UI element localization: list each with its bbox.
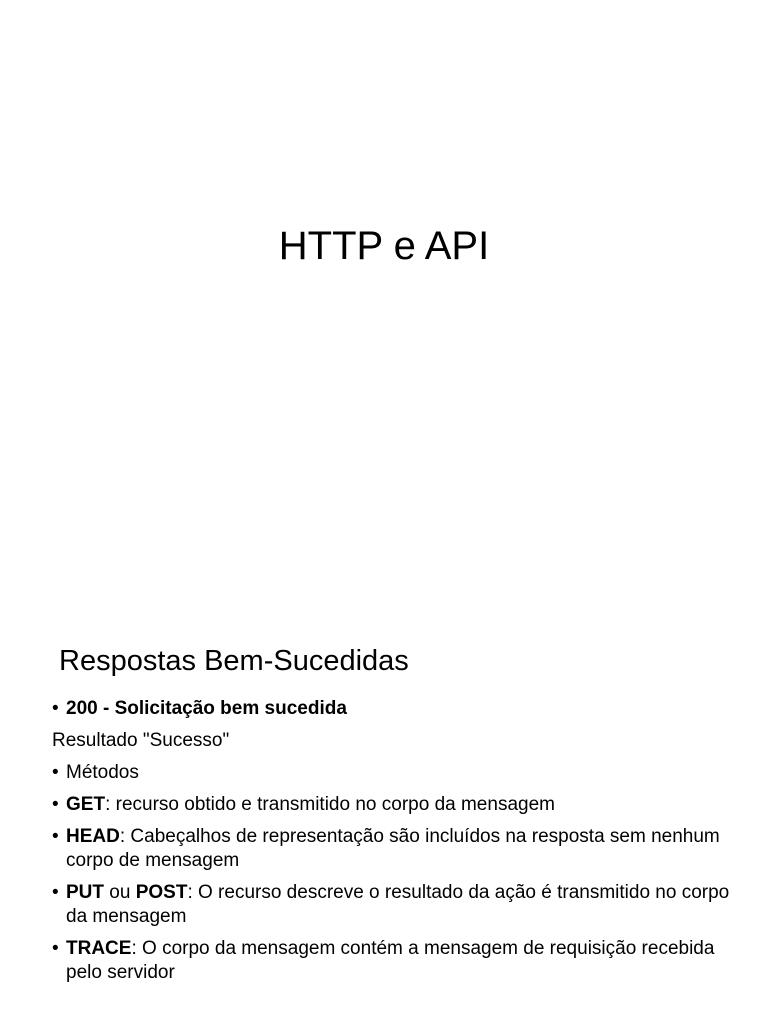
method-connector: ou: [104, 882, 136, 903]
list-item-get: [52, 793, 732, 817]
section-heading: Respostas Bem-Sucedidas: [59, 645, 409, 677]
bullet-marker: •: [52, 826, 59, 847]
method-name-post: POST: [135, 882, 188, 903]
method-name-put: PUT: [66, 882, 104, 903]
method-name-trace: TRACE: [66, 938, 132, 959]
bullet-marker: •: [52, 698, 59, 719]
method-desc-head: : Cabeçalhos de representação são incluídos na resposta sem nenhum corpo de mensagem: [66, 826, 720, 871]
list-item-200: [52, 697, 732, 721]
bullet-marker: •: [52, 882, 59, 903]
bullet-marker: •: [52, 938, 59, 959]
methods-label: Métodos: [66, 762, 139, 783]
method-desc-get: : recurso obtido e transmitido no corpo da mensagem: [105, 794, 555, 815]
list-item-methods: [52, 761, 732, 785]
bullet-marker: •: [52, 762, 59, 783]
status-code-label: 200 - Solicitação bem sucedida: [66, 698, 347, 719]
method-desc-put-post: : O recurso descreve o resultado da ação é transmitido no corpo da mensagem: [66, 882, 730, 927]
bullet-marker: •: [52, 794, 59, 815]
list-item-head: [52, 825, 732, 873]
result-text: Resultado "Sucesso": [52, 730, 230, 751]
method-desc-trace: : O corpo da mensagem contém a mensagem de requisição recebida pelo servidor: [66, 938, 715, 983]
list-item-put-post: [52, 881, 732, 929]
method-name-head: HEAD: [66, 826, 120, 847]
result-line: [52, 729, 732, 753]
method-name-get: GET: [66, 794, 106, 815]
list-item-trace: [52, 937, 732, 985]
slide-title: HTTP e API: [278, 224, 490, 268]
response-list: [52, 697, 732, 993]
